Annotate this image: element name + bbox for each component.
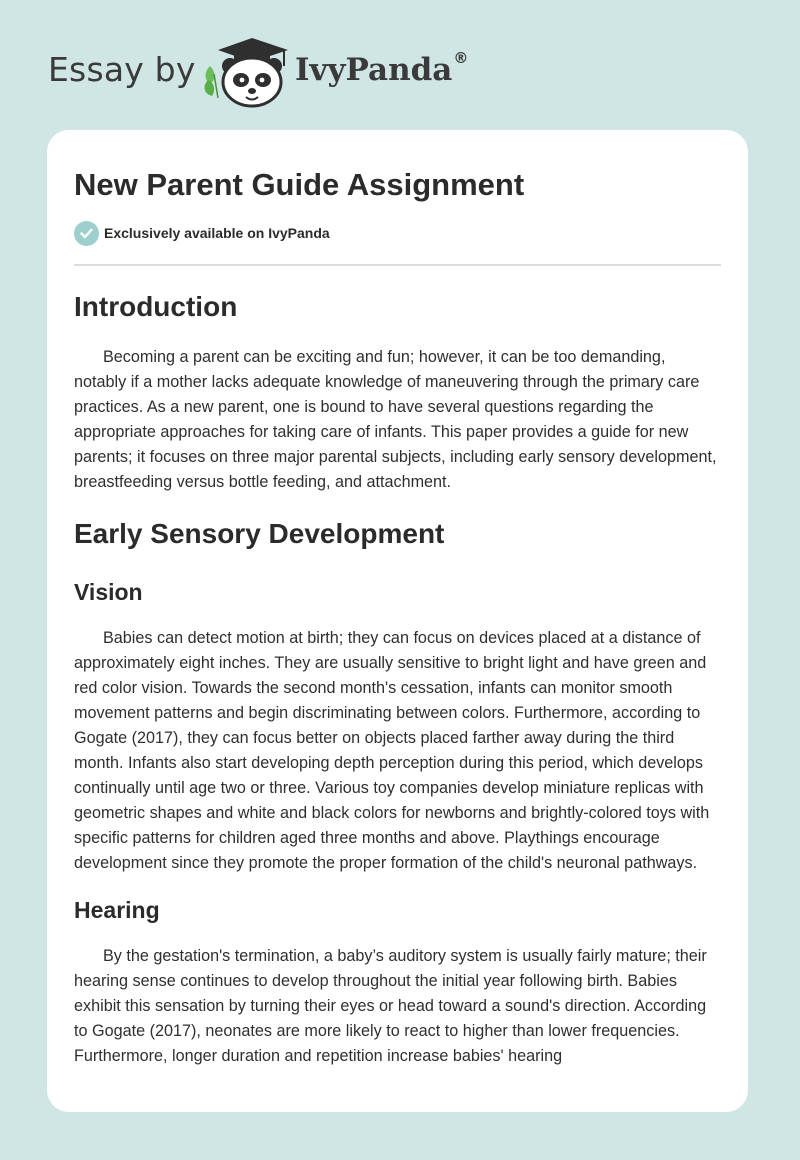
essay-by-label: Essay by: [48, 50, 196, 89]
vision-heading: Vision: [74, 579, 143, 605]
hearing-heading: Hearing: [74, 897, 160, 923]
hearing-paragraph: By the gestation's termination, a baby’s auditory system is usually fairly mature; their hearing sense continues to develop throughout the initial year following birth. Babies exhibit this sensation by turning their eyes or head toward a sound's direction. According to Gogate (2017), neonates are more likely to react to higher than lower frequencies. Furthermore, longer duration and repetition increase babies' hearing: [74, 947, 707, 1065]
title-divider: [74, 264, 721, 266]
page-title: New Parent Guide Assignment: [74, 167, 525, 202]
vision-paragraph: Babies can detect motion at birth; they can focus on devices placed at a distance of approximately eight inches. They are usually sensitive to bright light and have green and red color vision. Towards the second month's cessation, infants can monitor smooth movement patterns and begin discriminating between colors. Furthermore, according to Gogate (2017), they can focus better on objects placed farther away during the third month. Infants also start developing depth perception during this period, which develops continually until age two or three. Various toy companies develop miniature replicas with geometric shapes and white and black colors for newborns and brightly-colored toys with specific patterns for children aged three months and above. Playthings encourage development since they promote the proper formation of the child's neuronal pathways.: [74, 629, 710, 872]
early-sensory-heading: Early Sensory Development: [74, 518, 445, 549]
essay-card: [47, 130, 748, 1112]
exclusive-badge-label: Exclusively available on IvyPanda: [104, 225, 330, 241]
panda-logo-icon[interactable]: [200, 36, 292, 108]
exclusive-badge: [74, 220, 721, 246]
registered-mark: ®: [453, 48, 469, 67]
site-header: [0, 0, 800, 130]
check-badge-icon: [74, 221, 99, 246]
brand-name[interactable]: IvyPanda®: [295, 48, 469, 88]
intro-paragraph: Becoming a parent can be exciting and fun; however, it can be too demanding, notably if a mother lacks adequate knowledge of maneuvering through the primary care practices. As a new parent, one is bound to have several questions regarding the appropriate approaches for taking care of infants. This paper provides a guide for new parents; it focuses on three major parental subjects, including early sensory development, breastfeeding versus bottle feeding, and attachment.: [74, 348, 717, 491]
ivy-leaf-icon: [205, 66, 218, 98]
intro-heading: Introduction: [74, 291, 238, 322]
